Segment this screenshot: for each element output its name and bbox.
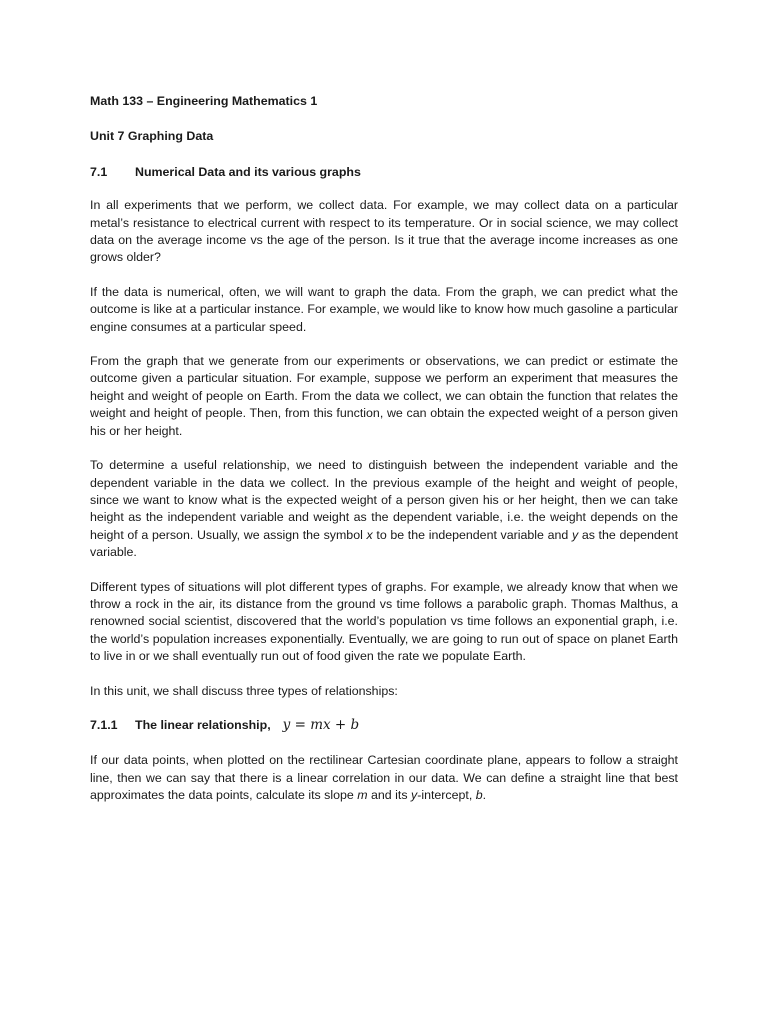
paragraph-7 (90, 752, 678, 804)
paragraph-7-text-d: . (482, 788, 487, 803)
course-title: Math 133 – Engineering Mathematics 1 (90, 94, 318, 108)
variable-x: x (366, 527, 373, 542)
eq-equals: = (290, 716, 311, 733)
paragraph-4-text-b: to be the independent variable and (372, 527, 572, 542)
document-page (90, 93, 678, 805)
paragraph-4-text-a: To determine a useful relationship, we need to distinguish between the independent variable and the dependent variable in the data we collect. In the previous example of the height and weight of people, since we want to know what is the expected weight of a person given his or her height, then we can take height as the independent variable and weight as the dependent variable, i.e. the weight depends on the height of a person. Usually, we assign the symbol (90, 458, 678, 542)
paragraph-7-text-b: and its (367, 788, 411, 803)
paragraph-4-text-c: as the dependent variable. (90, 527, 679, 560)
subsection-title: The linear relationship, (135, 717, 271, 732)
section-title: Numerical Data and its various graphs (135, 164, 361, 179)
eq-lhs: y (282, 716, 291, 733)
subsection-number: 7.1.1 (90, 717, 118, 732)
paragraph-4 (90, 457, 678, 561)
variable-y: y (571, 527, 579, 542)
section-heading (90, 164, 678, 181)
section-number: 7.1 (90, 164, 108, 179)
eq-mx: mx (310, 716, 331, 733)
variable-m: m (357, 788, 368, 803)
variable-y-intercept: y (410, 788, 418, 803)
subsection-heading (90, 717, 678, 734)
linear-equation (283, 717, 360, 734)
unit-title: Unit 7 Graphing Data (90, 129, 214, 144)
paragraph-5: Different types of situations will plot different types of graphs. For example, we already know that when we throw a rock in the air, its distance from the ground vs time follows a parabolic graph. Thomas Malthus, a renowned social scientist, discovered that the world’s population vs time follows an exponential graph, i.e. the world’s population increases exponentially. Eventually, we are going to run out of space on planet Earth to live in or we shall eventually run out of food given the rate we populate Earth. (90, 579, 678, 664)
paragraph-2: If the data is numerical, often, we will want to graph the data. From the graph, we can predict what the outcome is like at a particular instance. For example, we would like to know how much gasoline a particular engine consumes at a particular speed. (90, 284, 678, 334)
paragraph-7-text-c: -intercept, (417, 788, 476, 803)
paragraph-7-text-a: If our data points, when plotted on the rectilinear Cartesian coordinate plane, appears to follow a straight line, then we can say that there is a linear correlation in our data. We can define a straight line that best approximates the data points, calculate its slope (90, 753, 678, 803)
eq-b: b (350, 716, 360, 733)
eq-plus: + (330, 716, 351, 733)
paragraph-6: In this unit, we shall discuss three types of relationships: (90, 683, 398, 698)
paragraph-3: From the graph that we generate from our experiments or observations, we can predict or estimate the outcome given a particular situation. For example, suppose we perform an experiment that measures the height and weight of people on Earth. From the data we collect, we can obtain the function that relates the weight and height of people. Then, from this function, we can obtain the expected weight of a person given his or her height. (90, 354, 678, 438)
paragraph-1: In all experiments that we perform, we collect data. For example, we may collect data on a particular metal’s resistance to electrical current with respect to its temperature. Or in social science, we may collect data on the average income vs the age of the person. Is it true that the average income increases as one grows older? (90, 198, 678, 265)
variable-b: b (475, 788, 483, 803)
